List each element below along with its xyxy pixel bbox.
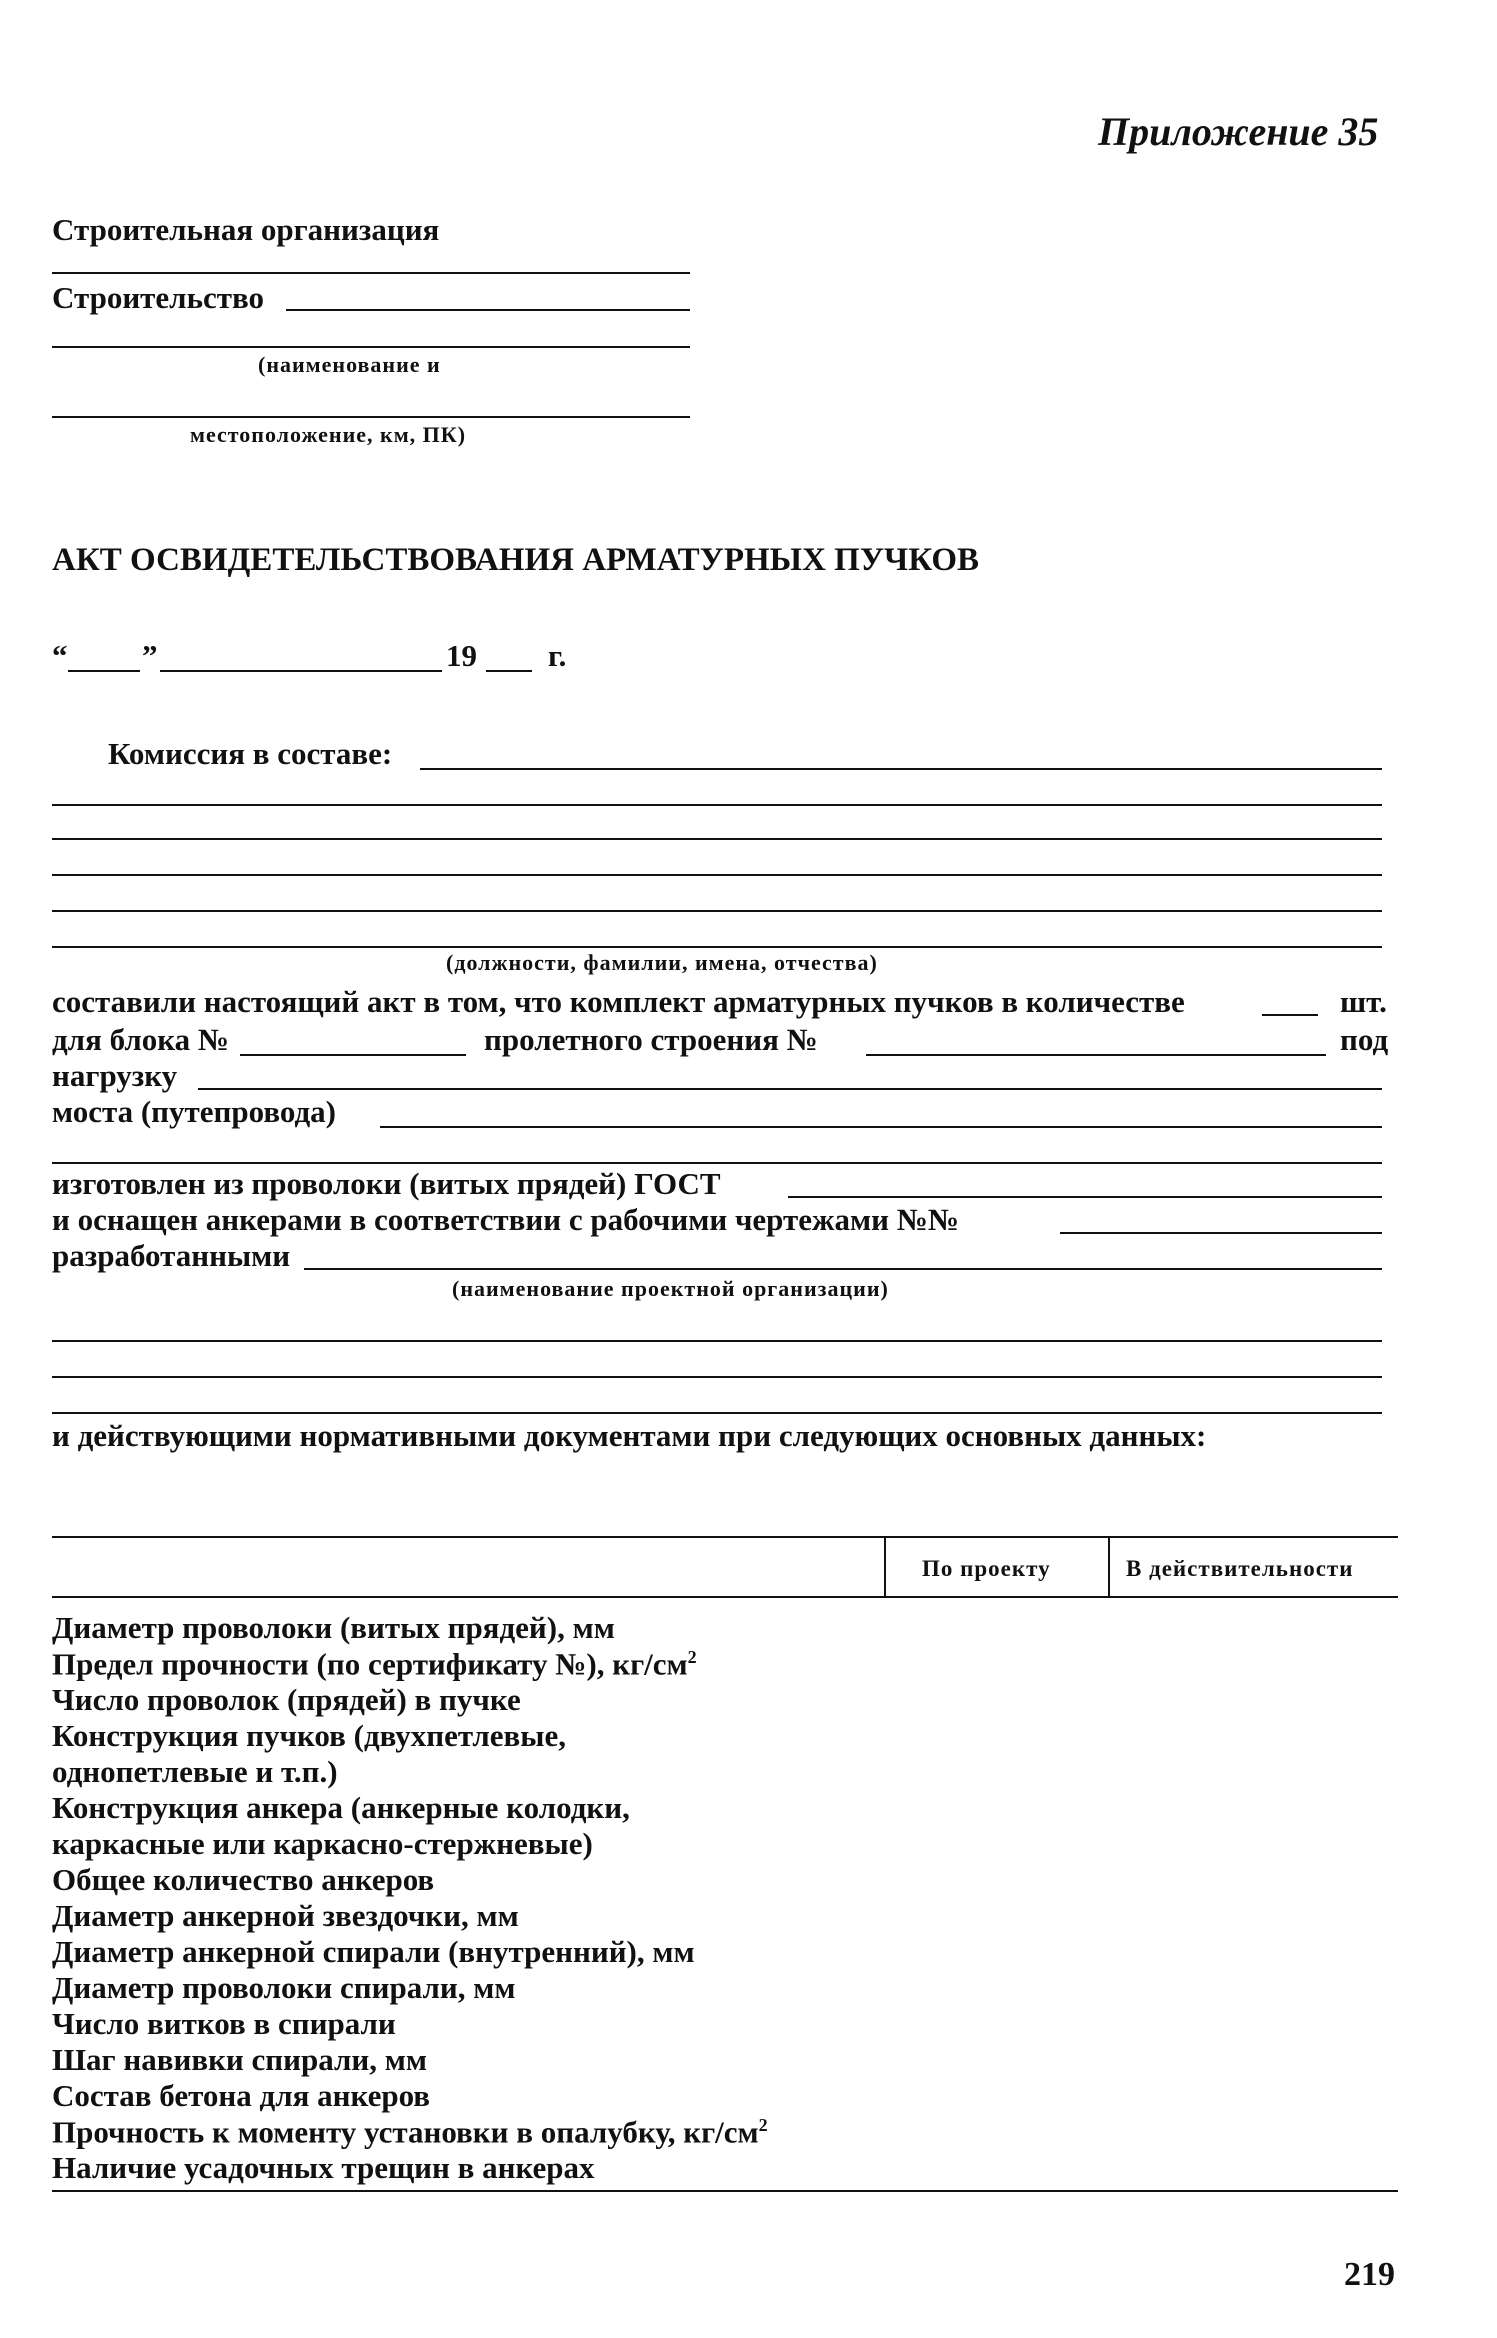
bridge-line-2[interactable]	[52, 1162, 1382, 1164]
construction-caption-2: местоположение, км, ПК)	[190, 422, 467, 447]
made-from-label: изготовлен из проволоки (витых прядей) ГОСТ	[52, 1166, 721, 1201]
table-col-project: По проекту	[922, 1556, 1051, 1581]
appendix-label: Приложение 35	[1098, 109, 1379, 154]
quantity-field[interactable]	[1262, 1014, 1318, 1016]
construction-caption-1: (наименование и	[258, 352, 441, 377]
table-row: Шаг навивки спирали, мм	[52, 2042, 428, 2077]
commission-caption: (должности, фамилии, имена, отчества)	[446, 950, 878, 975]
under-label: под	[1340, 1022, 1389, 1057]
body-line-8: и действующими нормативными документами при следующих основных данных:	[52, 1418, 1207, 1453]
quantity-unit: шт.	[1340, 984, 1387, 1019]
date-close-quote: ”	[142, 638, 158, 673]
table-header-rule	[52, 1596, 1398, 1598]
commission-field[interactable]	[420, 768, 1382, 770]
table-row-text: Предел прочности (по сертификату №), кг/см	[52, 1646, 688, 1682]
span-label: пролетного строения №	[484, 1022, 818, 1057]
superscript: 2	[687, 1647, 697, 1667]
developed-label: разработанными	[52, 1238, 291, 1273]
commission-label: Комиссия в составе:	[108, 736, 393, 771]
construction-label: Строительство	[52, 280, 264, 315]
developer-line-3[interactable]	[52, 1376, 1382, 1378]
document-title: АКТ ОСВИДЕТЕЛЬСТВОВАНИЯ АРМАТУРНЫХ ПУЧКОВ	[52, 542, 980, 578]
commission-line-4[interactable]	[52, 874, 1382, 876]
date-year-field[interactable]	[486, 670, 532, 672]
drawings-field[interactable]	[1060, 1232, 1382, 1234]
table-col-divider-2	[1108, 1538, 1110, 1598]
table-row: Состав бетона для анкеров	[52, 2078, 431, 2113]
table-row: каркасные или каркасно-стержневые)	[52, 1826, 593, 1861]
table-row: Число проволок (прядей) в пучке	[52, 1682, 521, 1717]
table-row	[52, 2114, 768, 2150]
date-open-quote: “	[52, 638, 68, 673]
block-number-field[interactable]	[240, 1054, 466, 1056]
table-col-actual: В действительности	[1126, 1556, 1354, 1581]
commission-line-6[interactable]	[52, 946, 1382, 948]
table-row: Диаметр анкерной звездочки, мм	[52, 1898, 519, 1933]
construction-line-2	[52, 346, 690, 348]
developed-field[interactable]	[304, 1268, 1382, 1270]
construction-line-3	[52, 416, 690, 418]
equipped-label: и оснащен анкерами в соответствии с рабочими чертежами №№	[52, 1202, 960, 1237]
table-row: Диаметр проволоки спирали, мм	[52, 1970, 516, 2005]
table-row: Конструкция пучков (двухпетлевые,	[52, 1718, 566, 1753]
commission-line-5[interactable]	[52, 910, 1382, 912]
table-row: Наличие усадочных трещин в анкерах	[52, 2150, 595, 2185]
date-year-suffix: г.	[548, 638, 567, 673]
table-col-divider-1	[884, 1538, 886, 1598]
commission-line-3[interactable]	[52, 838, 1382, 840]
bridge-label: моста (путепровода)	[52, 1094, 336, 1129]
table-row: Диаметр проволоки (витых прядей), мм	[52, 1610, 615, 1645]
construction-field[interactable]	[286, 309, 690, 311]
load-field[interactable]	[198, 1088, 1382, 1090]
table-top-rule	[52, 1536, 1398, 1538]
table-row	[52, 1646, 697, 1682]
org-label: Строительная организация	[52, 212, 440, 247]
date-year-prefix: 19	[446, 638, 477, 673]
gost-field[interactable]	[788, 1196, 1382, 1198]
page-number: 219	[1344, 2256, 1395, 2293]
date-day-field[interactable]	[68, 670, 140, 672]
bridge-field[interactable]	[380, 1126, 1382, 1128]
table-row: Число витков в спирали	[52, 2006, 396, 2041]
org-line	[52, 272, 690, 274]
developer-line-2[interactable]	[52, 1340, 1382, 1342]
developer-caption: (наименование проектной организации)	[452, 1276, 889, 1301]
table-row-text: Прочность к моменту установки в опалубку, кг/см	[52, 2114, 759, 2150]
developer-line-4[interactable]	[52, 1412, 1382, 1414]
table-row: однопетлевые и т.п.)	[52, 1754, 338, 1789]
commission-line-2[interactable]	[52, 804, 1382, 806]
table-row: Общее количество анкеров	[52, 1862, 435, 1897]
load-label: нагрузку	[52, 1058, 178, 1093]
table-bottom-rule	[52, 2190, 1398, 2192]
block-label: для блока №	[52, 1022, 230, 1057]
date-month-field[interactable]	[160, 670, 442, 672]
superscript: 2	[758, 2115, 768, 2135]
table-row: Диаметр анкерной спирали (внутренний), мм	[52, 1934, 695, 1969]
table-row: Конструкция анкера (анкерные колодки,	[52, 1790, 630, 1825]
span-number-field[interactable]	[866, 1054, 1326, 1056]
body-line-1: составили настоящий акт в том, что комплект арматурных пучков в количестве	[52, 984, 1185, 1019]
